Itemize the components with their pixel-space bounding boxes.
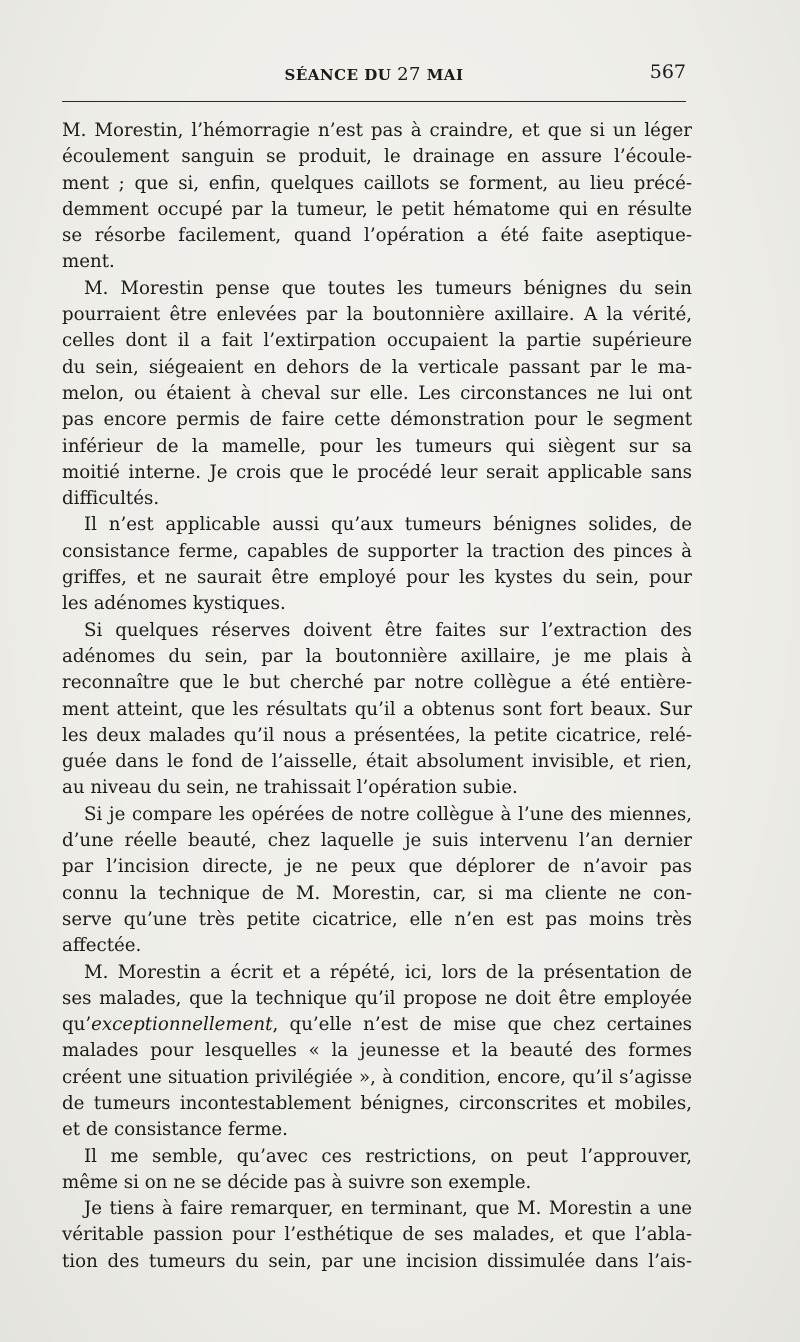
text-line: moitié interne. Je crois que le procédé leur serait applicable sans (62, 461, 692, 483)
page-header (62, 58, 686, 88)
text-line: Il n’est applicable aussi qu’aux tumeurs bénignes solides, de (84, 514, 692, 536)
text-line: tion des tumeurs du sein, par une incision dissimulée dans l’ais- (62, 1250, 692, 1272)
text-line: les adénomes kystiques. (62, 593, 286, 615)
running-title-date: 27 (397, 64, 421, 85)
text-line: celles dont il a fait l’extirpation occupaient la partie supérieure (62, 330, 692, 352)
text-line: se résorbe facilement, quand l’opération a été faite aseptique- (62, 225, 692, 247)
running-title-part-a: SÉANCE DU (284, 66, 392, 84)
text-line: créent une situation privilégiée », à condition, encore, qu’il s’agisse (62, 1066, 692, 1088)
text-line: ment. (62, 251, 115, 273)
text-line: difficultés. (62, 488, 160, 510)
text-line: pas encore permis de faire cette démonstration pour le segment (62, 409, 692, 431)
text-line: inférieur de la mamelle, pour les tumeurs qui siègent sur sa (62, 435, 692, 457)
text-line-italic: qu’exceptionnellement, qu’elle n’est de mise que chez certaines (62, 1014, 692, 1036)
running-title (62, 64, 686, 85)
text-line: écoulement sanguin se produit, le drainage en assure l’écoule- (62, 146, 692, 168)
text-line: ses malades, que la technique qu’il propose ne doit être employée (62, 987, 692, 1009)
text-line: même si on ne se décide pas à suivre son exemple. (62, 1171, 532, 1193)
text-line: de tumeurs incontestablement bénignes, circonscrites et mobiles, (62, 1092, 692, 1114)
text-line: consistance ferme, capables de supporter la traction des pinces à (62, 540, 692, 562)
text-line: griffes, et ne saurait être employé pour les kystes du sein, pour (62, 567, 692, 589)
text-line: affectée. (62, 935, 142, 957)
text-line: du sein, siégeaient en dehors de la verticale passant par le ma- (62, 356, 692, 378)
text-line: véritable passion pour l’esthétique de ses malades, et que l’abla- (62, 1224, 692, 1246)
text-line: et de consistance ferme. (62, 1119, 288, 1141)
text-line: Il me semble, qu’avec ces restrictions, on peut l’approuver, (84, 1145, 692, 1167)
text-line: serve qu’une très petite cicatrice, elle n’en est pas moins très (62, 908, 692, 930)
text-line: adénomes du sein, par la boutonnière axillaire, je me plais à (62, 645, 692, 667)
text-line: reconnaître que le but cherché par notre collègue a été entière- (62, 672, 692, 694)
text-line: ment ; que si, enfin, quelques caillots se forment, au lieu précé- (62, 172, 692, 194)
text-line: M. Morestin pense que toutes les tumeurs bénignes du sein (84, 277, 692, 299)
text-line: par l’incision directe, je ne peux que déplorer de n’avoir pas (62, 856, 692, 878)
text-line: demment occupé par la tumeur, le petit hématome qui en résulte (62, 198, 692, 220)
body-text (62, 118, 692, 1275)
running-title-part-b: MAI (426, 66, 464, 84)
text-line: les deux malades qu’il nous a présentées, la petite cicatrice, relé- (62, 724, 692, 746)
text-line: ment atteint, que les résultats qu’il a obtenus sont fort beaux. Sur (62, 698, 692, 720)
text-line: M. Morestin, l’hémorragie n’est pas à craindre, et que si un léger (62, 120, 692, 141)
header-rule (62, 101, 686, 102)
text-line: d’une réelle beauté, chez laquelle je suis intervenu l’an dernier (62, 830, 692, 852)
text-line: Si quelques réserves doivent être faites sur l’extraction des (84, 619, 692, 641)
text-line: Si je compare les opérées de notre collègue à l’une des miennes, (84, 803, 692, 825)
text-line: au niveau du sein, ne trahissait l’opération subie. (62, 777, 518, 799)
text-line: M. Morestin a écrit et a répété, ici, lors de la présentation de (84, 961, 692, 983)
text-line: pourraient être enlevées par la boutonnière axillaire. A la vérité, (62, 304, 692, 326)
text-line: connu la technique de M. Morestin, car, si ma cliente ne con- (62, 882, 692, 904)
text-line: Je tiens à faire remarquer, en terminant, que M. Morestin a une (84, 1198, 692, 1220)
text-line: malades pour lesquelles « la jeunesse et la beauté des formes (62, 1040, 692, 1062)
text-line: melon, ou étaient à cheval sur elle. Les circonstances ne lui ont (62, 382, 692, 404)
page-number: 567 (649, 61, 686, 83)
text-line: guée dans le fond de l’aisselle, était absolument invisible, et rien, (62, 751, 692, 773)
